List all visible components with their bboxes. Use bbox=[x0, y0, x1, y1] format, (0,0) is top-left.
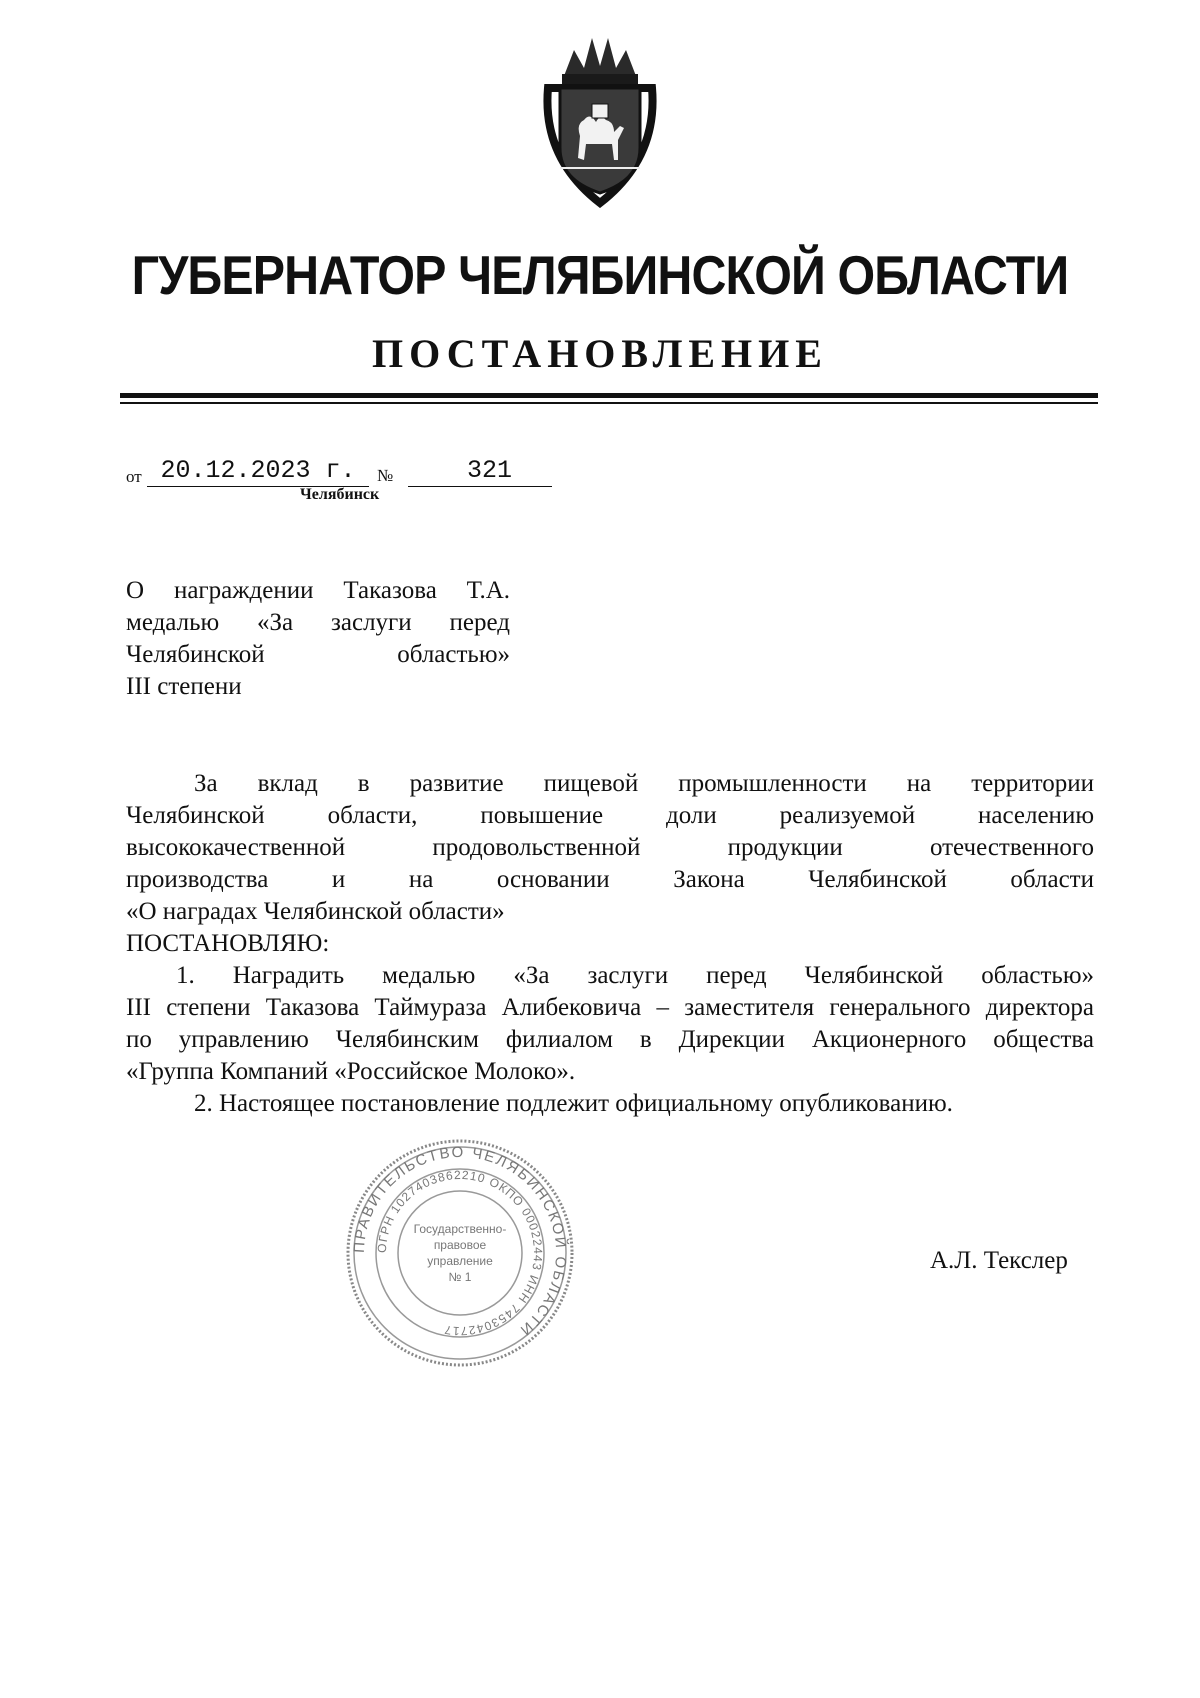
body-line: «О наградах Челябинской области» bbox=[126, 898, 505, 925]
header-rule-thin bbox=[120, 402, 1098, 404]
date-prefix: от bbox=[126, 467, 142, 486]
body-line: III степени Таказова Таймураза Алибековича – заместителя генерального директора bbox=[126, 994, 1094, 1021]
body-line: «Группа Компаний «Российское Молоко». bbox=[126, 1058, 576, 1085]
subject-line: Челябинской областью» bbox=[126, 641, 510, 668]
document-number-value: 321 bbox=[466, 456, 512, 485]
seal-codes-text: ОГРН 1027403862210 ОКПО 00022443 ИНН 7453042717 bbox=[374, 1167, 546, 1339]
seal-center-line: правовое bbox=[433, 1238, 487, 1252]
number-prefix: № bbox=[377, 466, 394, 485]
seal-center-line: управление bbox=[427, 1254, 493, 1268]
body-line: производства и на основании Закона Челябинской области bbox=[126, 866, 1094, 893]
subject-block bbox=[126, 575, 510, 703]
document-type: ПОСТАНОВЛЕНИЕ bbox=[372, 331, 828, 376]
city: Челябинск bbox=[300, 486, 380, 503]
body-line: по управлению Челябинским филиалом в Дирекции Акционерного общества bbox=[126, 1026, 1094, 1053]
seal-center-line: Государственно- bbox=[413, 1222, 507, 1236]
seal-center-line: № 1 bbox=[448, 1270, 472, 1284]
subject-line: О награждении Таказова Т.А. bbox=[126, 577, 510, 604]
seal-outer-text: ПРАВИТЕЛЬСТВО ЧЕЛЯБИНСКОЙ ОБЛАСТИ bbox=[350, 1143, 570, 1340]
issuing-authority: ГУБЕРНАТОР ЧЕЛЯБИНСКОЙ ОБЛАСТИ bbox=[131, 244, 1069, 306]
subject-line: медалью «За заслуги перед bbox=[126, 609, 510, 636]
coat-of-arms-icon bbox=[534, 28, 666, 208]
subject-line: III степени bbox=[126, 673, 242, 700]
document-date: 20.12.2023 г. bbox=[147, 456, 369, 487]
header-rule-thick bbox=[120, 393, 1098, 398]
document-body bbox=[126, 768, 1094, 1120]
body-line: Челябинской области, повышение доли реализуемой населению bbox=[126, 802, 1094, 829]
decree-item-1: 1. Наградить медалью «За заслуги перед Челябинской областью» bbox=[176, 962, 1094, 989]
official-seal-icon bbox=[342, 1135, 578, 1371]
signatory-name: А.Л. Текслер bbox=[930, 1247, 1068, 1274]
decree-item-2: 2. Настоящее постановление подлежит официальному опубликованию. bbox=[194, 1090, 953, 1117]
document-number bbox=[408, 456, 552, 487]
body-line: высококачественной продовольственной продукции отечественного bbox=[126, 834, 1094, 861]
decree-keyword: ПОСТАНОВЛЯЮ: bbox=[126, 930, 330, 957]
body-line: За вклад в развитие пищевой промышленности на территории bbox=[194, 770, 1094, 797]
